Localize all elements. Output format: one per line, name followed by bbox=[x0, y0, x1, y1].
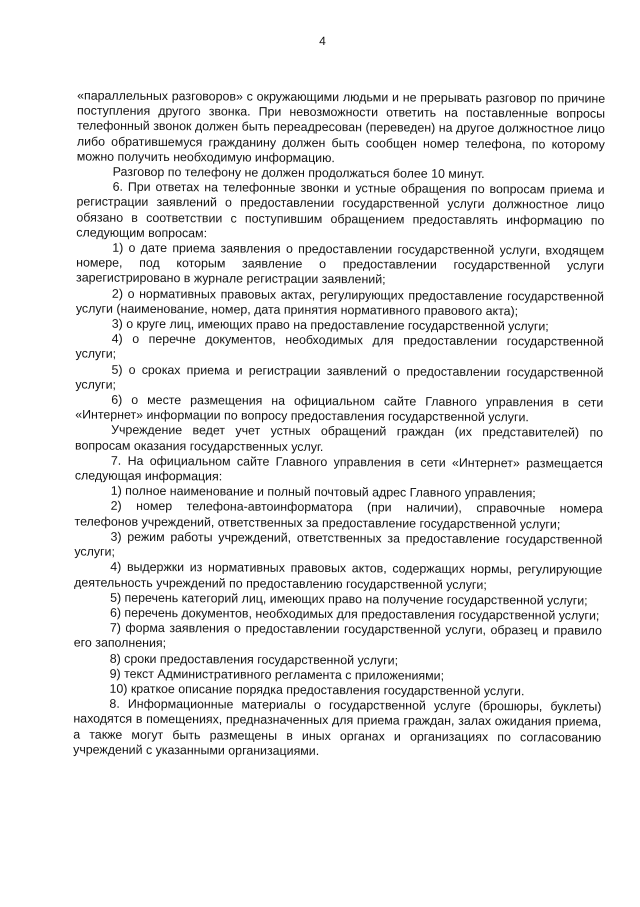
page-number: 4 bbox=[319, 33, 326, 49]
list-item: 1) о дате приема заявления о предоставлении государственной услуги, входящем номере, под которым заявление о предоставлении государственной услуги зарегистрировано в журнале регистрации заявлений; bbox=[76, 240, 605, 287]
list-item: 4) о перечне документов, необходимых для предоставлении государственной услуги; bbox=[75, 331, 604, 362]
list-item: 10) краткое описание порядка предоставления государственной услуги. bbox=[109, 681, 525, 699]
paragraph: Разговор по телефону не должен продолжаться более 10 минут. bbox=[112, 164, 485, 182]
paragraph: «параллельных разговоров» с окружающими людьми и не прерывать разговор по причине поступления другого звонка. При невозможности ответить на поставленные вопросы телефонный звонок должен быть переадресован (переведен) на другое должностное лицо либо обратившемуся гражданину должен быть сообщен номер телефона, по которому можно получить необходимую информацию. bbox=[76, 88, 606, 165]
list-item: 6) перечень документов, необходимых для предоставления государственной услуги; bbox=[109, 605, 600, 623]
list-item: 2) о нормативных правовых актах, регулирующих предоставление государственной услуги (наименование, номер, дата принятия нормативного правового акта); bbox=[75, 286, 604, 319]
list-item: 5) перечень категорий лиц, имеющих право на получение государственной услуги; bbox=[110, 590, 588, 608]
paragraph: Учреждение ведет учет устных обращений граждан (их представителей) по вопросам оказания государственных услуг. bbox=[74, 423, 604, 454]
document-body bbox=[73, 89, 605, 761]
list-item: 5) о сроках приема и регистрации заявлений о предоставлении государственной услуги; bbox=[75, 362, 604, 392]
list-item: 1) полное наименование и полный почтовый адрес Главного управления; bbox=[110, 484, 536, 501]
list-item: 6) о месте размещения на официальном сайте Главного управления в сети «Интернет» информации по вопросу предоставления государственной услуги. bbox=[75, 392, 604, 425]
list-item: 2) номер телефона-автоинформатора (при наличии), справочные номера телефонов учреждений, ответственных за предоставление государственной услуги; bbox=[74, 499, 603, 532]
list-item: 8) сроки предоставления государственной услуги; bbox=[109, 651, 399, 667]
paragraph: 7. На официальном сайте Главного управления в сети «Интернет» размещается следующая информация: bbox=[74, 453, 603, 484]
paragraph: 6. При ответах на телефонные звонки и устные обращения по вопросам приема и регистрации заявлений о предоставлении государственной услуги должностное лицо обязано в соответствии с поступившим обращением предоставлять информацию по следующим вопросам: bbox=[76, 179, 605, 241]
list-item: 4) выдержки из нормативных правовых актов, содержащих нормы, регулирующие деятельность учреждений по предоставлению государственной услуги; bbox=[74, 560, 603, 592]
list-item: 3) режим работы учреждений, ответственных за предоставление государственной услуги; bbox=[74, 529, 603, 559]
list-item: 7) форма заявления о предоставлении государственной услуги, образец и правило его заполнения; bbox=[73, 620, 602, 651]
list-item: 3) о круге лиц, имеющих право на предоставление государственной услуги; bbox=[111, 316, 549, 334]
list-item: 9) текст Административного регламента с приложениями; bbox=[109, 666, 445, 683]
paragraph: 8. Информационные материалы о государственной услуге (брошюры, буклеты) находятся в помещениях, предназначенных для приема граждан, залах ожидания приема, а также могут быть размещены в иных органах и организациях по согласованию учреждений с указанными организациями. bbox=[73, 696, 602, 758]
